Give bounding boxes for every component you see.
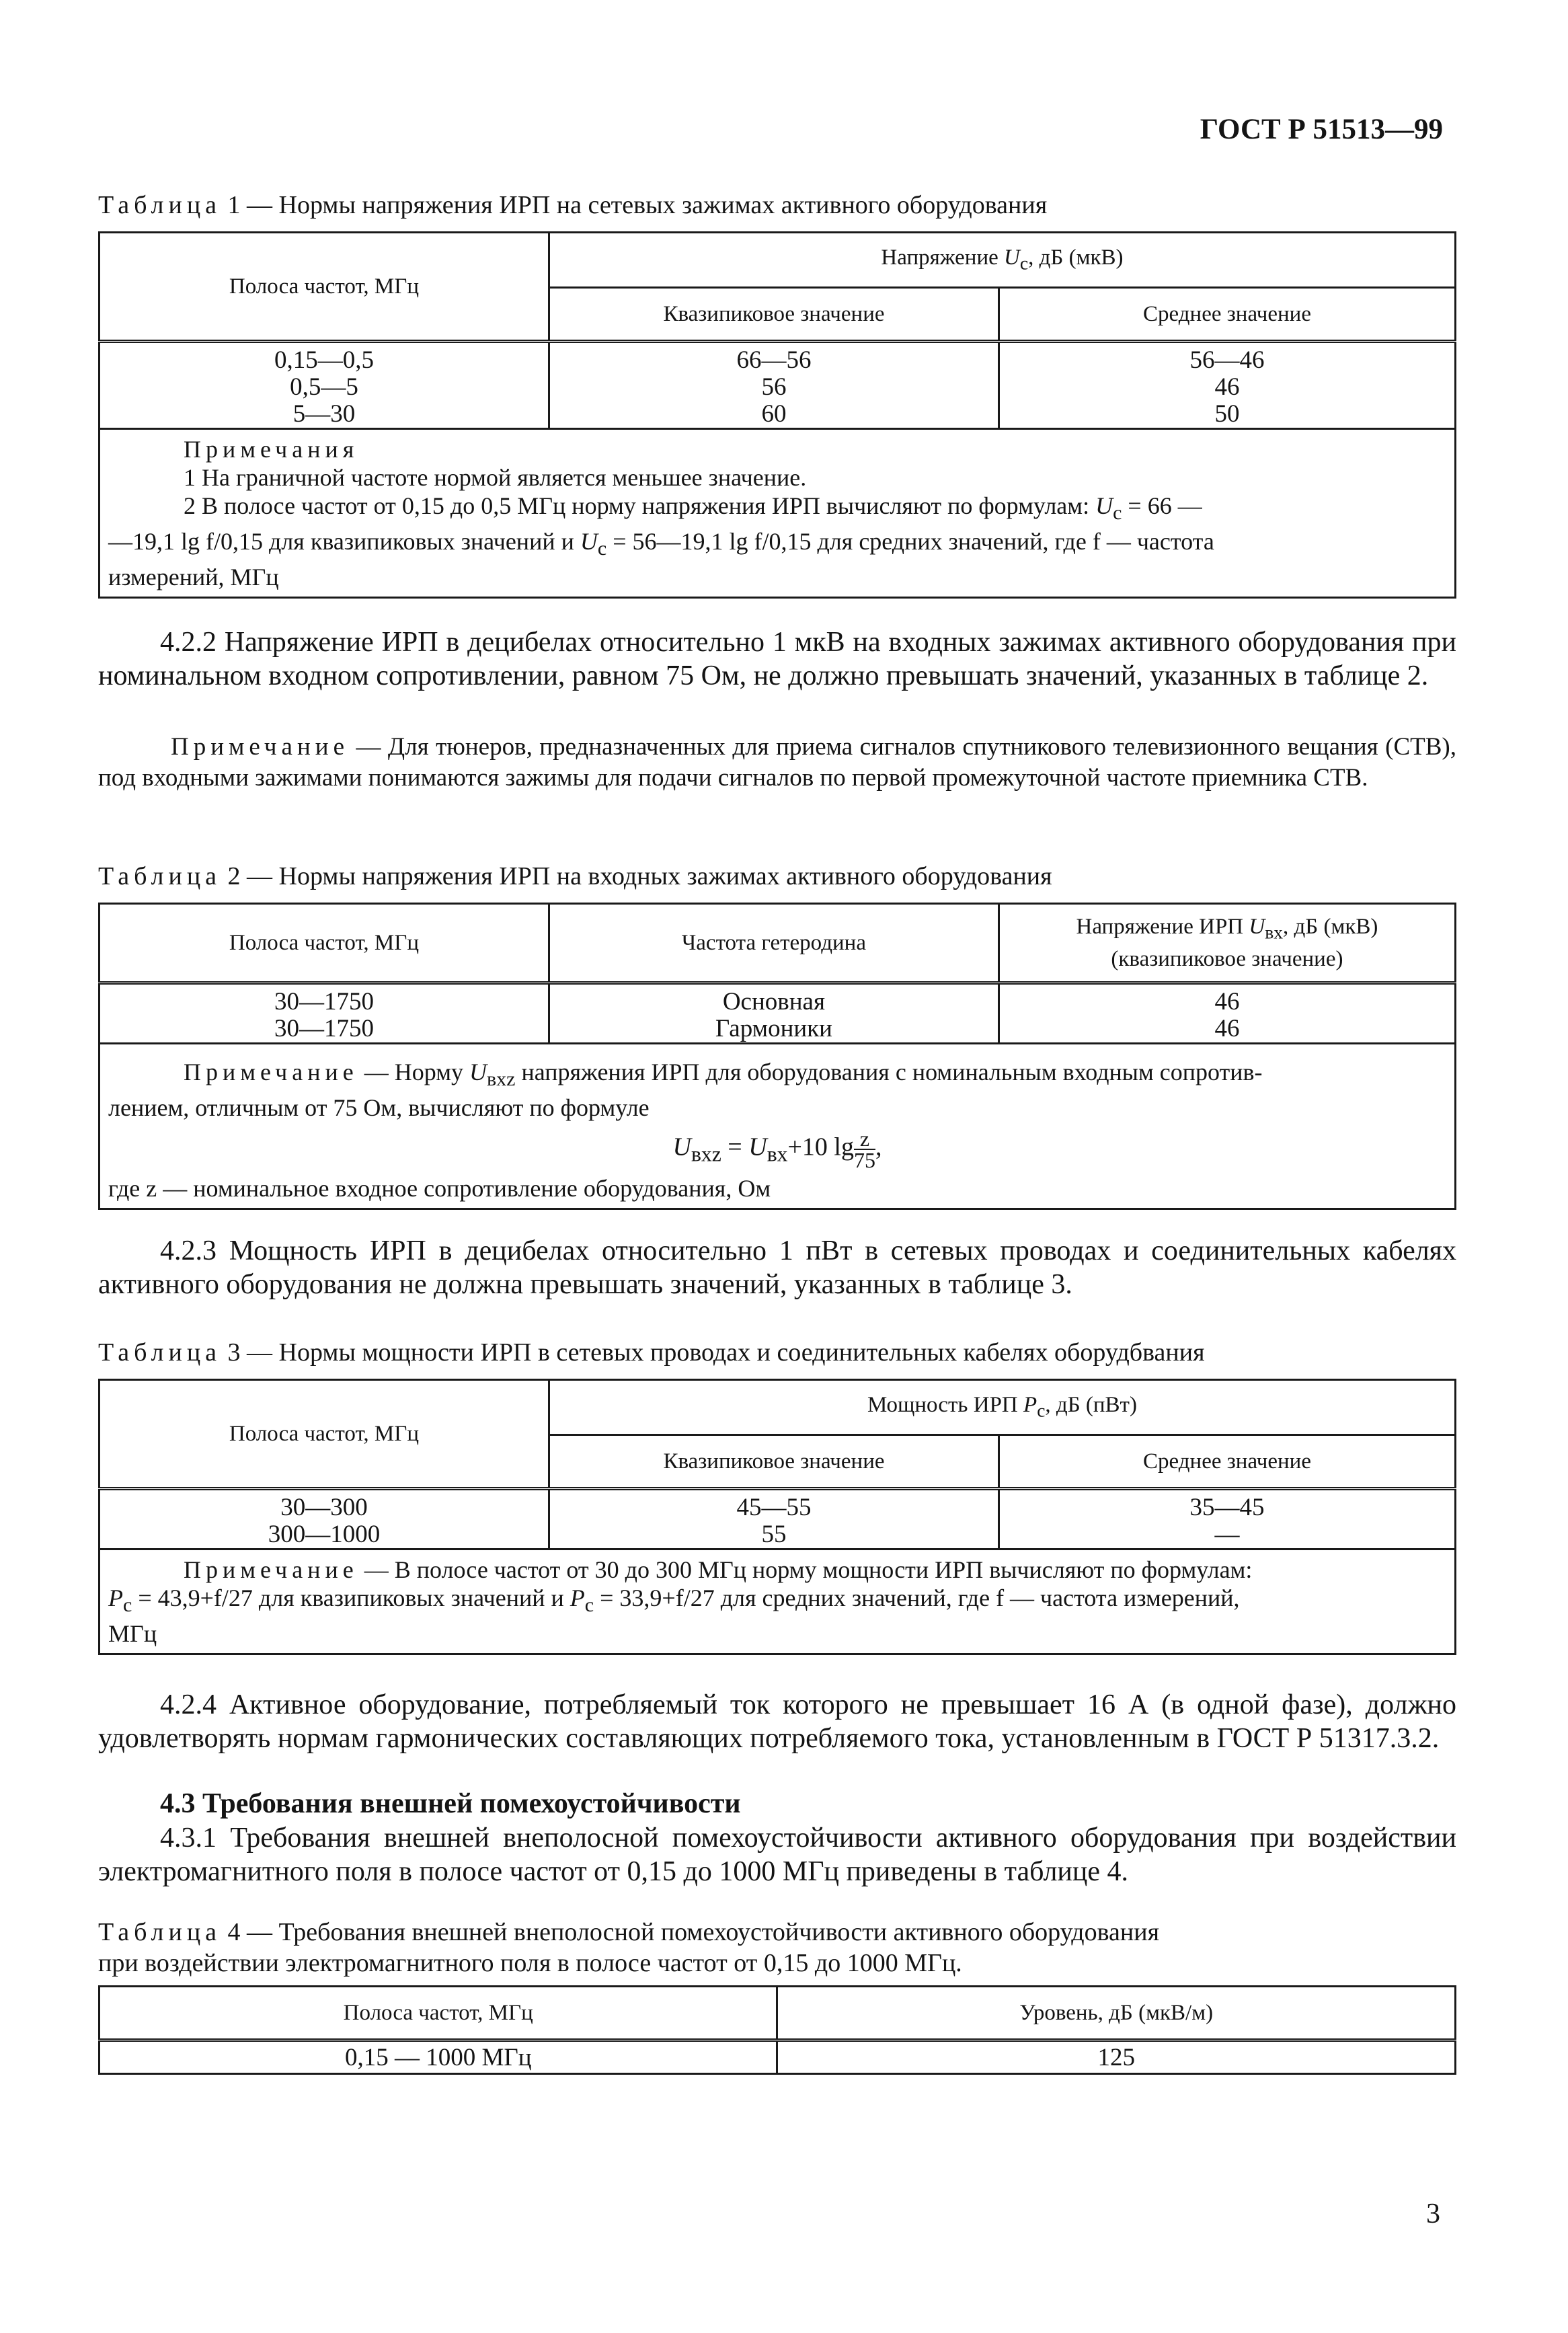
table-cell: — bbox=[1214, 1521, 1240, 1548]
table1-note2: 2 В полосе частот от 0,15 до 0,5 МГц норму напряжения ИРП вычисляют по формулам: $U_с = 66$ — bbox=[184, 492, 1202, 525]
table4-caption-lead: Таблица bbox=[98, 1918, 222, 1946]
table1-header-quasi: Квазипиковое значение bbox=[549, 288, 998, 342]
section-title-4-3: 4.3 Требования внешней помехоустойчивости bbox=[160, 1788, 741, 1819]
table4-caption-text: 4 — Требования внешней внеполосной помехоустойчивости активного оборудования bbox=[221, 1918, 1160, 1946]
table1-caption-lead: Таблица bbox=[98, 191, 222, 219]
table1-notes-title: Примечания bbox=[184, 436, 359, 463]
table2-band-column bbox=[100, 983, 549, 1044]
table-cell: 45—55 bbox=[736, 1494, 812, 1521]
table-cell: 30—1750 bbox=[274, 988, 374, 1016]
table-cell: 0,5—5 bbox=[290, 373, 358, 401]
table1-caption bbox=[98, 190, 1047, 221]
table1-avg-column bbox=[999, 342, 1456, 429]
table2-value-column bbox=[998, 983, 1455, 1044]
table-cell: 55 bbox=[761, 1521, 787, 1548]
table4-header-band: Полоса частот, МГц bbox=[100, 1987, 777, 2040]
table3-quasi-column bbox=[549, 1489, 998, 1550]
table2-header-voltage: Напряжение ИРП $U_{вх}$, дБ (мкВ) (квазипиковое значение) bbox=[998, 904, 1455, 983]
table-cell: Гармоники bbox=[715, 1015, 832, 1042]
table2-note-line1: Примечание — Норму $U_{вхz}$ напряжения ИРП для оборудования с номинальным входным сопротив- bbox=[184, 1059, 1263, 1091]
table-cell: 46 bbox=[1214, 988, 1240, 1016]
table3-header-power: Мощность ИРП $P_с$, дБ (пВт) bbox=[549, 1380, 1455, 1435]
table2-caption-text: 2 — Нормы напряжения ИРП на входных зажимах активного оборудования bbox=[221, 862, 1052, 890]
table-cell: 30—1750 bbox=[274, 1015, 374, 1042]
table1-header-avg: Среднее значение bbox=[999, 288, 1456, 342]
table-cell: 46 bbox=[1214, 373, 1240, 401]
table3-caption-lead: Таблица bbox=[98, 1338, 222, 1367]
table-cell: 56 bbox=[761, 373, 787, 401]
table3-header-avg: Среднее значение bbox=[999, 1435, 1456, 1489]
table2-caption bbox=[98, 861, 1052, 892]
table4 bbox=[98, 1985, 1456, 2075]
table-cell: 5—30 bbox=[292, 400, 356, 428]
table-cell: 60 bbox=[761, 400, 787, 428]
paragraph-4-2-2: 4.2.2 Напряжение ИРП в децибелах относительно 1 мкВ на входных зажимах активного оборудования при номинальном входном сопротивлении, равном 75 Ом, не должно превышать значений, указанных в таблице 2. bbox=[98, 627, 1456, 691]
table2-note-line2: лением, отличным от 75 Ом, вычисляют по формуле bbox=[108, 1094, 650, 1122]
table-cell: 125 bbox=[777, 2040, 1456, 2074]
table1-header-band: Полоса частот, МГц bbox=[100, 233, 549, 342]
table1-notes bbox=[100, 429, 1456, 598]
table1-note2-end: измерений, МГц bbox=[108, 564, 279, 591]
table-cell: 300—1000 bbox=[268, 1521, 381, 1548]
table3 bbox=[98, 1379, 1456, 1655]
table3-header-band: Полоса частот, МГц bbox=[100, 1380, 549, 1489]
table-cell: 35—45 bbox=[1189, 1494, 1265, 1521]
paragraph-4-2-3: 4.2.3 Мощность ИРП в децибелах относительно 1 пВт в сетевых проводах и соединительных кабелях активного оборудования не должна превышать значений, указанных в таблице 3. bbox=[98, 1235, 1456, 1300]
table-cell: 56—46 bbox=[1189, 346, 1265, 374]
table2-formula: $U_{вхz} = U_{вх}+10$ lg $\frac{z}{75}$ , bbox=[672, 1126, 882, 1173]
table-cell: 46 bbox=[1214, 1015, 1240, 1042]
page-number: 3 bbox=[1426, 2198, 1440, 2229]
table3-note-line2: $P_с = 43,9+f/27$ для квазипиковых значений и $P_с = 33,9+f/27$ для средних значений, где f — частота измерений, bbox=[108, 1584, 1240, 1617]
paragraph-4-2-4: 4.2.4 Активное оборудование, потребляемый ток которого не превышает 16 А (в одной фазе), должно удовлетворять нормам гармонических составляющих потребляемого тока, установленным в ГОСТ Р 51317.3.2. bbox=[98, 1689, 1456, 1754]
table1-quasi-column bbox=[549, 342, 998, 429]
table1-header-voltage: Напряжение $U_с$, дБ (мкВ) bbox=[549, 233, 1455, 288]
table-cell: 30—300 bbox=[280, 1494, 368, 1521]
table2-header-lo: Частота гетеродина bbox=[549, 904, 998, 983]
table2-lo-column bbox=[549, 983, 998, 1044]
table1-band-column bbox=[100, 342, 549, 429]
table-cell: 50 bbox=[1214, 400, 1240, 428]
table4-header-level: Уровень, дБ (мкВ/м) bbox=[777, 1987, 1456, 2040]
table1-note2-cont: —19,1 lg f/0,15 для квазипиковых значений и $U_с$ = 56—19,1 lg f/0,15 для средних значений, где f — частота bbox=[108, 528, 1214, 560]
table3-note-line1: Примечание — В полосе частот от 30 до 300 МГц норму мощности ИРП вычисляют по формулам: bbox=[184, 1556, 1253, 1583]
table2-note-where: где z — номинальное входное сопротивление оборудования, Ом bbox=[108, 1175, 771, 1202]
table3-header-quasi: Квазипиковое значение bbox=[549, 1435, 998, 1489]
paragraph-4-3-1: 4.3.1 Требования внешней внеполосной помехоустойчивости активного оборудования при воздействии электромагнитного поля в полосе частот от 0,15 до 1000 МГц приведены в таблице 4. bbox=[98, 1823, 1456, 1887]
table3-band-column bbox=[100, 1489, 549, 1550]
table3-avg-column bbox=[999, 1489, 1456, 1550]
table3-caption bbox=[98, 1337, 1205, 1368]
table3-caption-text: 3 — Нормы мощности ИРП в сетевых проводах и соединительных кабелях оборудбвания bbox=[221, 1338, 1205, 1367]
table-cell: Основная bbox=[722, 988, 825, 1016]
table-cell: 66—56 bbox=[736, 346, 812, 374]
document-code: ГОСТ Р 51513—99 bbox=[1200, 114, 1443, 145]
table3-note-line3: МГц bbox=[108, 1620, 157, 1648]
table2-header-band: Полоса частот, МГц bbox=[100, 904, 549, 983]
table2-caption-lead: Таблица bbox=[98, 862, 222, 890]
note-4-2-2: Примечание — Для тюнеров, предназначенных для приема сигналов спутникового телевизионного вещания (СТВ), под входными зажимами понимаются зажимы для подачи сигналов по первой промежуточной частоте приемника СТВ. bbox=[98, 733, 1456, 792]
table4-caption-line2: при воздействии электромагнитного поля в полосе частот от 0,15 до 1000 МГц. bbox=[98, 1949, 962, 1977]
table-cell: 0,15 — 1000 МГц bbox=[100, 2040, 777, 2074]
table2-note bbox=[100, 1044, 1456, 1209]
table1-note1: 1 На граничной частоте нормой является меньшее значение. bbox=[184, 464, 807, 491]
table3-note bbox=[100, 1550, 1456, 1654]
table1 bbox=[98, 231, 1456, 599]
table-cell: 0,15—0,5 bbox=[274, 346, 374, 374]
table4-caption bbox=[98, 1917, 1159, 1979]
table1-caption-text: 1 — Нормы напряжения ИРП на сетевых зажимах активного оборудования bbox=[221, 191, 1048, 219]
table2 bbox=[98, 903, 1456, 1210]
